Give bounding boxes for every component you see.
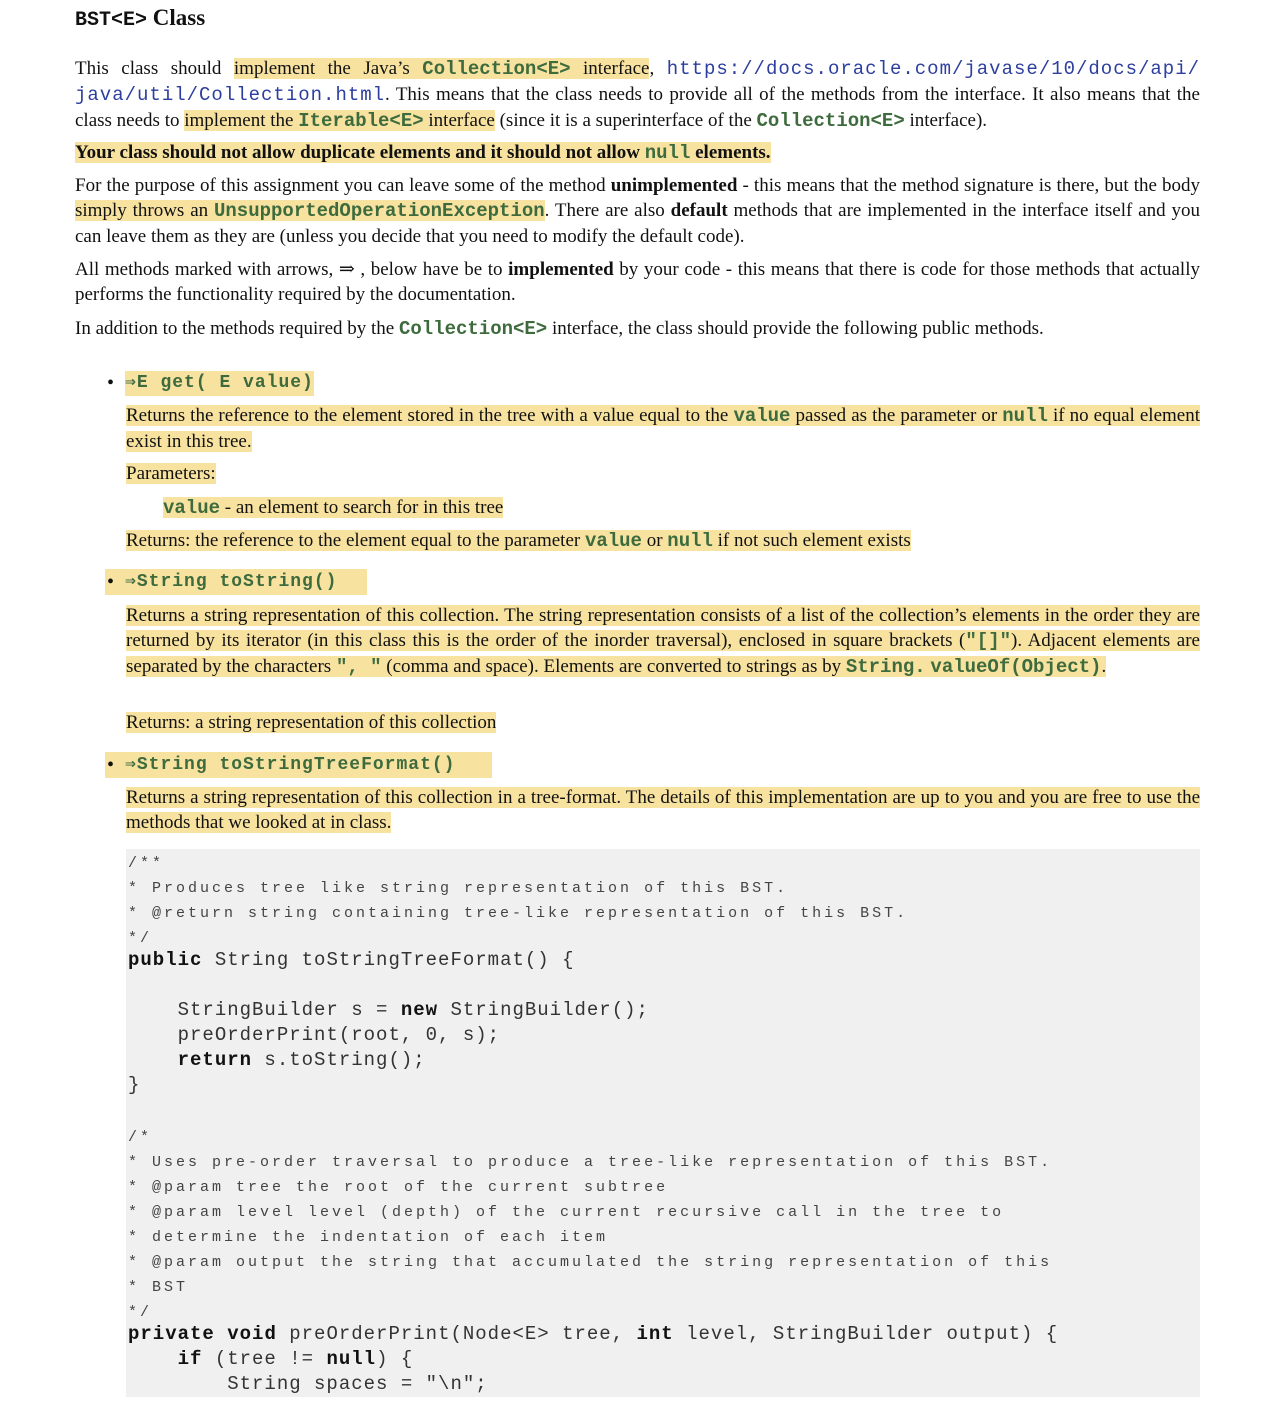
method-get-params-label (126, 461, 1200, 486)
text: (since it is a superinterface of the (494, 110, 757, 131)
doc-link[interactable]: https://docs.oracle.com/javase/10/docs/api/ (666, 58, 1201, 80)
inline-code: ", " (335, 656, 382, 678)
code-text: StringBuilder s = (128, 999, 401, 1021)
code-line (128, 948, 574, 973)
keyword: void (227, 1323, 277, 1345)
code-text (128, 1049, 178, 1071)
title-code: BST<E> (75, 9, 148, 32)
intro-paragraph-1 (75, 56, 1200, 134)
text: by your code - this means that there is code for those methods that actually performs the functionality required by the documentation. (75, 259, 1200, 305)
code-line: } (128, 1074, 141, 1096)
highlight (163, 497, 503, 518)
title-text: Class (147, 5, 206, 30)
text: Returns a string representation of this collection in a tree-format. The details of this implementation are up to you and you are free to use the methods that we looked at in class. (126, 787, 1200, 833)
text: simply throws an (75, 200, 214, 221)
code-line: String spaces = "\n"; (128, 1373, 488, 1395)
intro-paragraph-2 (75, 140, 1200, 166)
code-line (128, 1322, 1058, 1347)
bold-text: default (670, 200, 728, 221)
text: passed as the parameter or (790, 405, 1003, 426)
highlight (184, 110, 495, 131)
code-line: * @param output the string that accumulated the string representation of this (128, 1254, 1053, 1271)
method-tostring-returns (126, 710, 1200, 735)
code-text (128, 1348, 178, 1370)
inline-code: null (1002, 405, 1048, 427)
text: or (641, 530, 668, 551)
code-line: */ (128, 930, 153, 947)
text: Returns the reference to the element stored in the tree with a value equal to the (126, 405, 734, 426)
section-title (75, 5, 205, 33)
text: interface, the class should provide the following public methods. (547, 318, 1044, 339)
keyword: if (177, 1348, 203, 1370)
text: , (649, 58, 667, 79)
text: In addition to the methods required by the (75, 318, 399, 339)
text: - this means that the method signature is there, but the body (737, 175, 1200, 196)
text: elements. (690, 142, 771, 163)
code-line: * BST (128, 1279, 189, 1296)
text: For the purpose of this assignment you can leave some of the method (75, 175, 611, 196)
highlight (234, 58, 650, 79)
code-line: * Produces tree like string representation of this BST. (128, 880, 789, 897)
inline-code: valueOf(Object) (930, 656, 1102, 678)
doc-link-cont[interactable]: java/util/Collection.html (75, 84, 386, 106)
text: ). Adjacent elements are separated by the characters (126, 630, 1200, 677)
inline-code: Collection<E> (422, 58, 571, 80)
code-text: String toStringTreeFormat() { (202, 949, 575, 971)
text: . There are also (544, 200, 671, 221)
text: Returns: a string representation of this collection (126, 712, 497, 733)
code-line: */ (128, 1304, 153, 1321)
text: Returns a string representation of this collection. The string representation consists of a list of the collection’s elements in the order they are returned by its iterator (in this class this is the order of the inorder traversal), enclosed in square brackets ( (126, 605, 1200, 651)
inline-code: value (584, 530, 642, 552)
method-signature-get: ⇒E get( E value) (125, 371, 314, 396)
inline-code: null (644, 142, 691, 164)
text: All methods marked with arrows, ⇒ , below have be to (75, 259, 509, 280)
code-line (128, 998, 649, 1023)
bullet: • (107, 754, 115, 776)
code-line: * @return string containing tree-like representation of this BST. (128, 905, 909, 922)
code-line: * @param tree the root of the current subtree (128, 1179, 669, 1196)
text: Returns: the reference to the element equal to the parameter (126, 530, 585, 551)
code-text (215, 1323, 227, 1345)
bullet: • (107, 571, 115, 593)
method-treeformat-description (126, 785, 1200, 835)
method-signature-tostringtreeformat: ⇒String toStringTreeFormat() (125, 755, 456, 775)
text: . (1101, 656, 1107, 677)
inline-code: UnsupportedOperationException (214, 200, 545, 222)
keyword: int (636, 1323, 674, 1345)
bold-text: unimplemented (610, 175, 738, 196)
intro-paragraph-5 (75, 316, 1200, 342)
method-get-returns (126, 528, 1200, 554)
text: implement the Java’s (233, 58, 423, 79)
keyword: return (177, 1049, 253, 1071)
intro-paragraph-3 (75, 173, 1200, 249)
code-line: preOrderPrint(root, 0, s); (128, 1024, 501, 1046)
keyword: null (326, 1348, 377, 1370)
text: - an element to search for in this tree (220, 497, 504, 518)
code-line: /** (128, 855, 165, 872)
text: interface (423, 110, 495, 131)
bold-text: implemented (508, 259, 614, 280)
method-get-param-value (163, 495, 1200, 521)
code-line: * Uses pre-order traversal to produce a tree-like representation of this BST. (128, 1154, 1053, 1171)
highlight (75, 200, 545, 221)
inline-code: Collection<E> (398, 318, 548, 340)
inline-code: Collection<E> (756, 110, 905, 132)
text: Parameters: (126, 463, 216, 484)
inline-code: value (733, 405, 791, 427)
text: interface). (904, 110, 988, 131)
inline-code: null (667, 530, 713, 552)
text: if not such element exists (712, 530, 911, 551)
code-line: * @param level level (depth) of the current recursive call in the tree to (128, 1204, 1005, 1221)
code-line: /* (128, 1129, 153, 1146)
method-tostring-description (126, 603, 1200, 680)
keyword: private (128, 1323, 215, 1345)
text: interface (570, 58, 650, 79)
highlight (75, 142, 771, 163)
code-line: * determine the indentation of each item (128, 1229, 609, 1246)
code-line (128, 1048, 426, 1073)
code-text: ) { (376, 1348, 414, 1370)
text: methods that are implemented in the interface itself and you can leave them as they are (unless you decide that you need to modify the default code). (75, 200, 1200, 247)
code-text: level, StringBuilder output) { (673, 1323, 1059, 1345)
text: if no equal element exist in this tree. (126, 405, 1201, 452)
code-text: StringBuilder(); (438, 999, 649, 1021)
inline-code: Iterable<E> (298, 110, 424, 132)
keyword: new (400, 999, 439, 1021)
method-get-description (126, 403, 1200, 454)
inline-code: "[]" (965, 630, 1011, 652)
code-block (126, 849, 1200, 1397)
highlight (126, 605, 1200, 677)
code-line (128, 1347, 413, 1372)
highlight (126, 530, 911, 551)
code-text: s.toString(); (252, 1049, 426, 1071)
keyword: public (128, 949, 203, 971)
text: . This means that the class needs to provide all of the methods from the interface. It also means that the class needs to (75, 84, 1200, 131)
bullet: • (107, 372, 115, 394)
intro-paragraph-4 (75, 257, 1200, 307)
text: Your class should not allow duplicate elements and it should not allow (75, 142, 645, 163)
text: This class should (75, 58, 234, 79)
inline-code: value (163, 497, 221, 519)
highlight (126, 405, 1200, 452)
method-signature-tostring: ⇒String toString() (125, 572, 338, 592)
text: implement the (184, 110, 299, 131)
inline-code: String. (845, 656, 926, 678)
text: (comma and space). Elements are converted to strings as by (381, 656, 846, 677)
code-text: (tree != (202, 1348, 327, 1370)
code-text: preOrderPrint(Node<E> tree, (276, 1323, 637, 1345)
